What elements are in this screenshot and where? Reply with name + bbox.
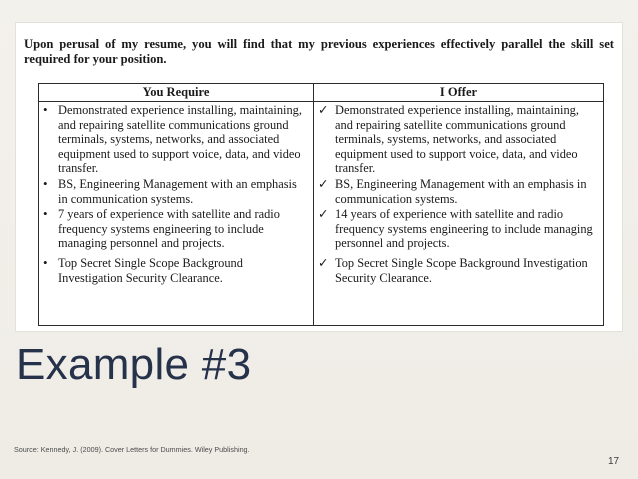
list-item — [43, 103, 307, 176]
requirements-header: You Require — [39, 84, 313, 102]
source-citation: Source: Kennedy, J. (2009). Cover Letters for Dummies. Wiley Publishing. — [14, 445, 250, 454]
slide-title: Example #3 — [16, 340, 252, 389]
offers-list — [314, 102, 603, 285]
list-item — [43, 177, 307, 206]
list-item-text: 7 years of experience with satellite and radio frequency systems engineering to include managing personnel and projects. — [58, 207, 280, 251]
list-item — [318, 207, 597, 251]
list-item-text: 14 years of experience with satellite and radio frequency systems engineering to include managing personnel and projects. — [335, 207, 593, 251]
offers-header: I Offer — [314, 84, 603, 102]
offers-column — [314, 84, 603, 325]
list-item — [43, 256, 307, 285]
intro-paragraph: Upon perusal of my resume, you will find that my previous experiences effectively parallel the skill set required for your position. — [24, 37, 614, 66]
list-item — [318, 256, 597, 285]
bullet-icon: • — [43, 254, 48, 270]
document-excerpt — [16, 23, 622, 331]
requirements-list — [39, 102, 313, 285]
list-item-text: Top Secret Single Scope Background Investigation Security Clearance. — [58, 255, 243, 285]
bullet-icon: • — [43, 175, 48, 191]
list-item-text: Top Secret Single Scope Background Investigation Security Clearance. — [335, 255, 588, 285]
requirements-column — [39, 84, 314, 325]
bullet-icon: • — [43, 102, 48, 117]
list-item-text: BS, Engineering Management with an emphasis in communication systems. — [335, 176, 587, 206]
checkmark-icon: ✓ — [318, 103, 329, 117]
checkmark-icon: ✓ — [318, 207, 329, 222]
list-item-text: Demonstrated experience installing, maintaining, and repairing satellite communications ground terminals, systems, networks, and associated equipment used to support voice, data, and video transfer. — [335, 103, 579, 176]
page-number: 17 — [608, 456, 620, 467]
list-item — [318, 103, 597, 176]
list-item — [43, 207, 307, 251]
list-item-text: BS, Engineering Management with an emphasis in communication systems. — [58, 176, 297, 206]
checkmark-icon: ✓ — [318, 255, 329, 270]
list-item — [318, 177, 597, 206]
bullet-icon: • — [43, 206, 48, 222]
comparison-table — [38, 83, 604, 326]
checkmark-icon: ✓ — [318, 176, 329, 191]
list-item-text: Demonstrated experience installing, maintaining, and repairing satellite communications ground terminals, systems, networks, and associated equipment used to support voice, data, and video transfer. — [58, 103, 302, 176]
